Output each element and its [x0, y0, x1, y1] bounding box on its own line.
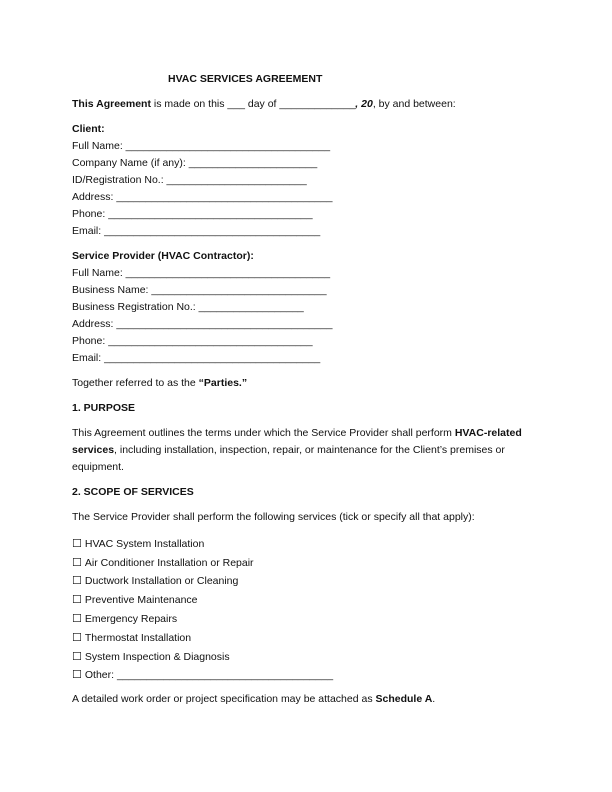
- scope-item[interactable]: [72, 666, 333, 684]
- scope-item-label: Air Conditioner Installation or Repair: [84, 557, 254, 569]
- scope-footer: [72, 691, 435, 708]
- checkbox[interactable]: ☐: [72, 650, 82, 663]
- client-phone-field[interactable]: Phone: ___________________________________: [72, 208, 313, 220]
- scope-intro: The Service Provider shall perform the following services (tick or specify all that apply):: [72, 511, 475, 523]
- scope-item[interactable]: [72, 629, 191, 647]
- provider-email-field[interactable]: Email: _____________________________________: [72, 352, 321, 364]
- client-email-field[interactable]: Email: _____________________________________: [72, 225, 321, 237]
- parties-text: Together referred to as the: [72, 377, 199, 389]
- provider-phone-field[interactable]: Phone: ___________________________________: [72, 335, 313, 347]
- scope-item-label: HVAC System Installation: [84, 538, 205, 550]
- checkbox[interactable]: ☐: [72, 537, 82, 550]
- checkbox[interactable]: ☐: [72, 631, 82, 644]
- scope-item[interactable]: [72, 554, 254, 572]
- scope-heading: 2. SCOPE OF SERVICES: [72, 486, 194, 498]
- client-company-name-field[interactable]: Company Name (if any): ______________________: [72, 157, 318, 169]
- scope-item-label: Thermostat Installation: [84, 632, 192, 644]
- intro-bold: This Agreement: [72, 98, 151, 110]
- scope-item[interactable]: [72, 535, 204, 553]
- client-full-name-field[interactable]: Full Name: ___________________________________: [72, 140, 331, 152]
- client-address-field[interactable]: Address: _____________________________________: [72, 191, 333, 203]
- scope-item[interactable]: [72, 648, 230, 666]
- scope-item-label: System Inspection & Diagnosis: [84, 651, 230, 663]
- intro-text: is made on this ___ day of _____________: [150, 98, 356, 110]
- provider-heading: Service Provider (HVAC Contractor):: [72, 250, 254, 262]
- page-title: HVAC SERVICES AGREEMENT: [168, 73, 323, 85]
- intro-text-end: , by and between:: [372, 98, 456, 110]
- scope-item-label: Other: _____________________________________: [84, 669, 334, 681]
- checkbox[interactable]: ☐: [72, 668, 82, 681]
- scope-footer-bold: Schedule A: [375, 693, 433, 705]
- purpose-heading: 1. PURPOSE: [72, 402, 136, 414]
- provider-address-field[interactable]: Address: _____________________________________: [72, 318, 333, 330]
- scope-item[interactable]: [72, 591, 198, 609]
- scope-item[interactable]: [72, 572, 238, 590]
- scope-item-label: Preventive Maintenance: [84, 594, 198, 606]
- provider-full-name-field[interactable]: Full Name: ___________________________________: [72, 267, 331, 279]
- client-heading: Client:: [72, 123, 105, 135]
- checkbox[interactable]: ☐: [72, 612, 82, 625]
- purpose-bold: HVAC-related services: [72, 427, 522, 456]
- purpose-text-end: , including installation, inspection, repair, or maintenance for the Client’s premises or equipment.: [72, 444, 505, 473]
- scope-item-label: Ductwork Installation or Cleaning: [84, 575, 239, 587]
- purpose-text: This Agreement outlines the terms under which the Service Provider shall perform: [72, 427, 455, 439]
- parties-bold: “Parties.”: [198, 377, 248, 389]
- provider-business-name-field[interactable]: Business Name: ______________________________: [72, 284, 327, 296]
- intro-year: , 20: [355, 98, 373, 110]
- scope-item[interactable]: [72, 610, 177, 628]
- intro-line: [72, 96, 456, 113]
- checkbox[interactable]: ☐: [72, 556, 82, 569]
- checkbox[interactable]: ☐: [72, 593, 82, 606]
- checkbox[interactable]: ☐: [72, 574, 82, 587]
- scope-footer-end: .: [432, 693, 436, 705]
- parties-line: [72, 375, 247, 392]
- scope-item-label: Emergency Repairs: [84, 613, 178, 625]
- purpose-paragraph: [72, 425, 532, 476]
- client-id-field[interactable]: ID/Registration No.: ________________________: [72, 174, 307, 186]
- provider-registration-field[interactable]: Business Registration No.: __________________: [72, 301, 304, 313]
- scope-footer-text: A detailed work order or project specification may be attached as: [72, 693, 376, 705]
